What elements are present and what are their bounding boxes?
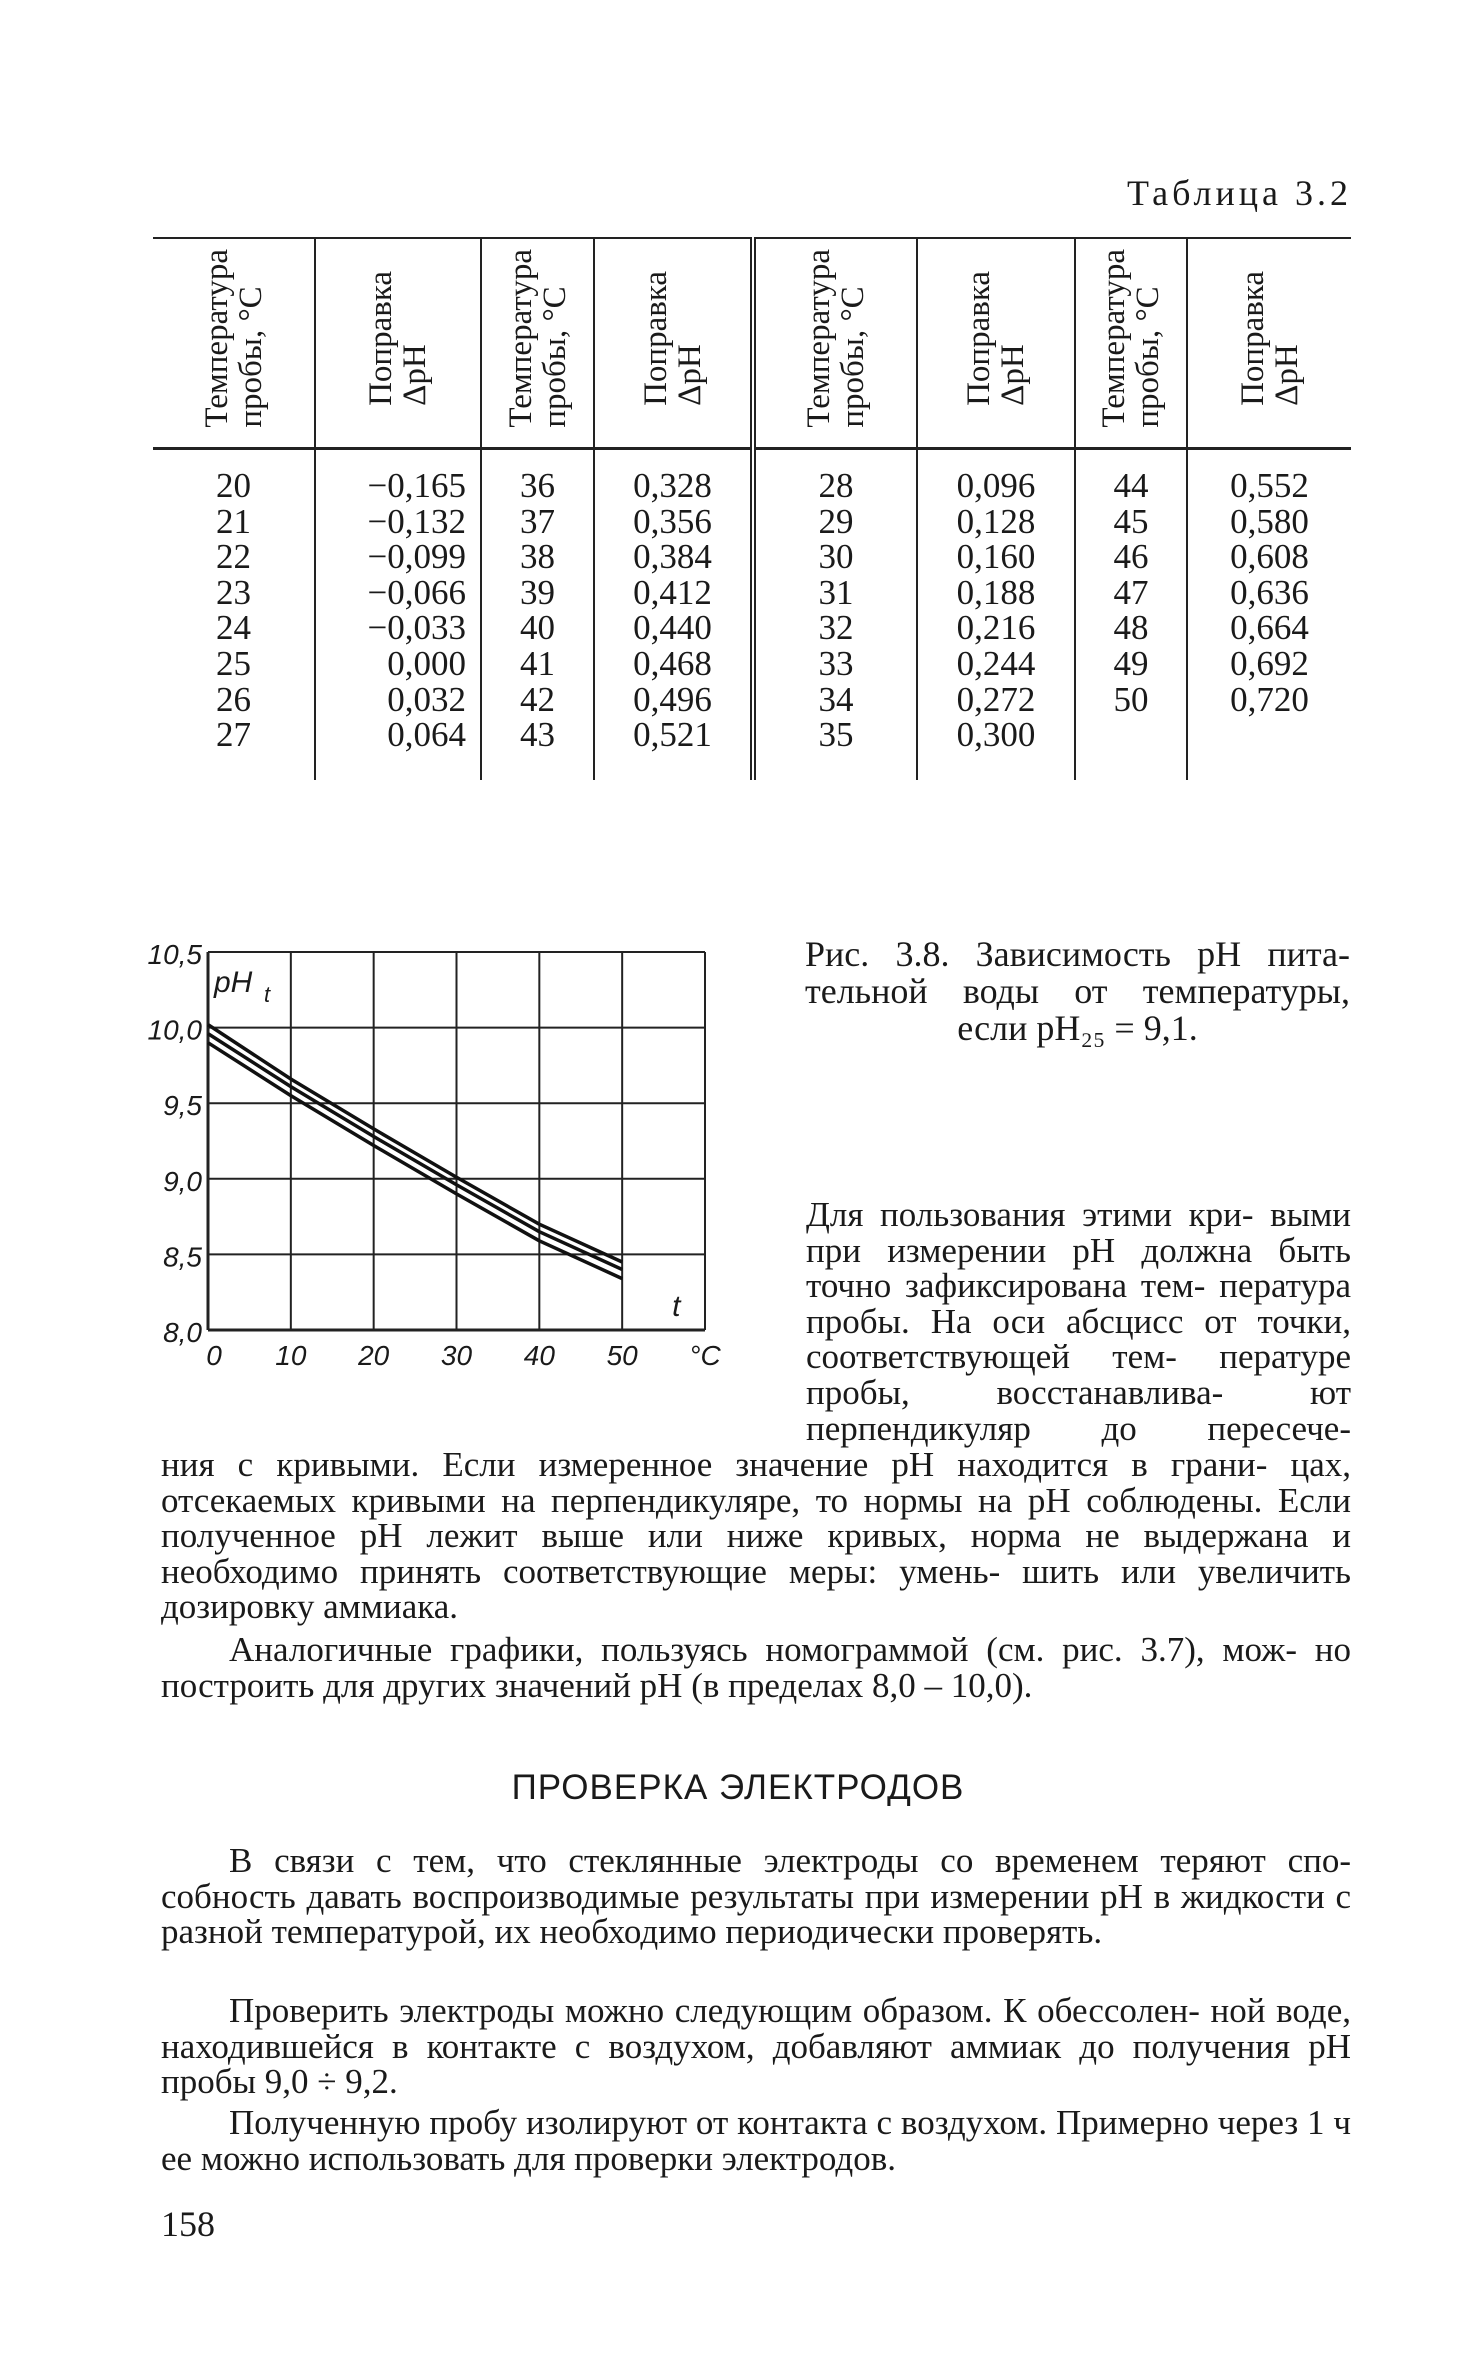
table-cell: 0,096: [956, 466, 1036, 505]
header-temperature: Температура пробы, °С: [1075, 238, 1187, 449]
x-tick-label: 0: [206, 1340, 222, 1371]
table-cell: 0,412: [633, 572, 712, 612]
table-cell: 27: [216, 715, 251, 755]
x-tick-label: 30: [440, 1340, 473, 1371]
table-cell: 22: [216, 537, 251, 577]
table-cell: −0,033: [367, 608, 466, 648]
table-cell: 24: [216, 608, 251, 648]
x-tick-label: 20: [358, 1340, 390, 1371]
table-cell: 0,384: [633, 537, 712, 577]
table-cell: 20: [216, 466, 251, 505]
table-cell: 25: [216, 643, 251, 683]
table-cell: 44: [1113, 466, 1149, 505]
table-cell: −0,099: [367, 537, 466, 577]
table-cell: 0,216: [956, 608, 1036, 648]
paragraph: Аналогичные графики, пользуясь номограммой (см. рис. 3.7), мож- но построить для других значений pH (в пределах 8,0 – 10,0).: [161, 1630, 1351, 1705]
paragraph: Для пользования этими кри- выми при измерении pH должна быть точно зафиксирована тем- пература пробы. На оси абсцисс от точки, соответствующей тем- пературе пробы, восстанавлива- ют перпендикуляр до пересече-: [806, 1195, 1351, 1448]
table-cell: 47: [1113, 572, 1149, 612]
table-header-row: [153, 238, 1351, 449]
table-cell: 0,064: [387, 715, 466, 755]
table-cell: 28: [818, 466, 854, 505]
table-cell: 0,440: [633, 608, 712, 648]
table-cell: 0,664: [1230, 608, 1309, 648]
x-tick-label: 10: [275, 1340, 307, 1371]
table-cell: 21: [216, 501, 251, 541]
table-cell: 0,636: [1230, 572, 1309, 612]
temp-column: [1075, 449, 1187, 781]
y-tick-label: 9,5: [163, 1090, 202, 1122]
paragraph: Проверить электроды можно следующим образом. К обессолен- ной воде, находившейся в контакте с воздухом, добавляют аммиак до получения pH пробы 9,0 ÷ 9,2.: [161, 1991, 1351, 2102]
paragraph: ния с кривыми. Если измеренное значение pH находится в грани- цах, отсекаемых кривыми на перпендикуляре, то нормы на pH соблюдены. Если полученное pH лежит выше или ниже кривых, норма не выдержана и необходимо принять соответствующие меры: умень- шить или увеличить дозировку аммиака.: [161, 1445, 1351, 1627]
y-axis-label-subscript: t: [264, 982, 271, 1007]
table-cell: 34: [818, 679, 854, 719]
table-cell: 35: [818, 715, 854, 755]
table-cell: 39: [520, 572, 555, 612]
table-cell: 0,032: [387, 679, 466, 719]
table-cell: 40: [520, 608, 555, 648]
header-correction: Поправка ΔpH: [315, 238, 481, 449]
header-temperature: Температура пробы, °С: [753, 238, 917, 449]
series-line-upper: [208, 1025, 622, 1262]
table-cell: 0,608: [1230, 537, 1309, 577]
correction-column: [917, 449, 1075, 781]
table-cell: 0,552: [1230, 466, 1309, 505]
header-correction: Поправка ΔpH: [917, 238, 1075, 449]
table-caption: Таблица 3.2: [1127, 173, 1352, 213]
header-correction: Поправка ΔpH: [1187, 238, 1351, 449]
table-cell: 32: [818, 608, 854, 648]
temp-column: [481, 449, 594, 781]
y-tick-label: 8,5: [163, 1241, 202, 1273]
table-cell: 46: [1113, 537, 1149, 577]
table-cell: 0,000: [387, 643, 466, 683]
table-cell: 30: [818, 537, 854, 577]
table-cell: 0,244: [956, 643, 1036, 683]
table-cell: −0,132: [367, 501, 466, 541]
table-cell: 0,300: [956, 715, 1036, 755]
correction-column: [594, 449, 753, 781]
table-cell: 36: [520, 466, 555, 505]
table-cell: 0,580: [1230, 501, 1309, 541]
table-cell: 0,720: [1230, 679, 1309, 719]
table-cell: 45: [1113, 501, 1149, 541]
y-tick-label: 10,0: [147, 1014, 202, 1046]
table-cell: 43: [520, 715, 555, 755]
table-cell: 31: [818, 572, 854, 612]
table-cell: 23: [216, 572, 251, 612]
table-cell: 0,272: [956, 679, 1036, 719]
x-tick-label: 40: [523, 1340, 555, 1371]
table-cell: 26: [216, 679, 251, 719]
table-cell: 38: [520, 537, 555, 577]
y-axis-label: pH: [214, 966, 253, 999]
table-cell: 0,496: [633, 679, 712, 719]
correction-column: [315, 449, 481, 781]
table-cell: 0,468: [633, 643, 712, 683]
table-cell: 37: [520, 501, 555, 541]
header-temperature: Температура пробы, °С: [153, 238, 315, 449]
y-tick-label: 8,0: [163, 1317, 202, 1348]
table-body-row: [153, 449, 1351, 781]
table-cell: 49: [1113, 643, 1149, 683]
y-tick-label: 9,0: [163, 1165, 202, 1197]
table-cell: 0,160: [956, 537, 1036, 577]
correction-column: [1187, 449, 1351, 781]
paragraph: Полученную пробу изолируют от контакта с воздухом. Примерно через 1 ч ее можно использовать для проверки электродов.: [161, 2103, 1351, 2178]
temp-column: [753, 449, 917, 781]
ph-temperature-chart: [147, 935, 721, 1415]
table-cell: 0,128: [956, 501, 1036, 541]
table-cell: 0,692: [1230, 643, 1309, 683]
figure-caption-line: тельной воды от температуры,: [805, 971, 1350, 1011]
figure-caption: [805, 936, 1350, 1047]
table-cell: 29: [818, 501, 854, 541]
table-cell: 0,328: [633, 466, 712, 505]
figure-caption-line: Рис. 3.8. Зависимость pH пита-: [805, 934, 1350, 974]
temp-column: [153, 449, 315, 781]
section-heading: ПРОВЕРКА ЭЛЕКТРОДОВ: [511, 1768, 965, 1807]
figure-caption-line: если pH₂₅ = 9,1.: [957, 1008, 1198, 1048]
header-temperature: Температура пробы, °С: [481, 238, 594, 449]
table-cell: −0,066: [367, 572, 466, 612]
page-number: 158: [161, 2204, 215, 2244]
table-cell: 41: [520, 643, 555, 683]
data-table: [153, 237, 1351, 780]
paragraph: В связи с тем, что стеклянные электроды со временем теряют спо- собность давать воспроизводимые результаты при измерении pH в жидкости с разной температурой, их необходимо периодически проверять.: [161, 1841, 1351, 1952]
table-cell: 42: [520, 679, 555, 719]
table-cell: 0,521: [633, 715, 712, 755]
table-cell: 0,356: [633, 501, 712, 541]
table-cell: 33: [818, 643, 854, 683]
x-axis-letter: t: [672, 1290, 681, 1323]
x-tick-label: 50: [606, 1340, 638, 1371]
table-cell: 48: [1113, 608, 1149, 648]
table-cell: 50: [1113, 679, 1149, 719]
table-cell: 0,188: [956, 572, 1036, 612]
x-tick-label: °C: [689, 1340, 721, 1371]
y-tick-label: 10,5: [147, 939, 202, 970]
header-correction: Поправка ΔpH: [594, 238, 753, 449]
table-cell: −0,165: [367, 466, 466, 505]
